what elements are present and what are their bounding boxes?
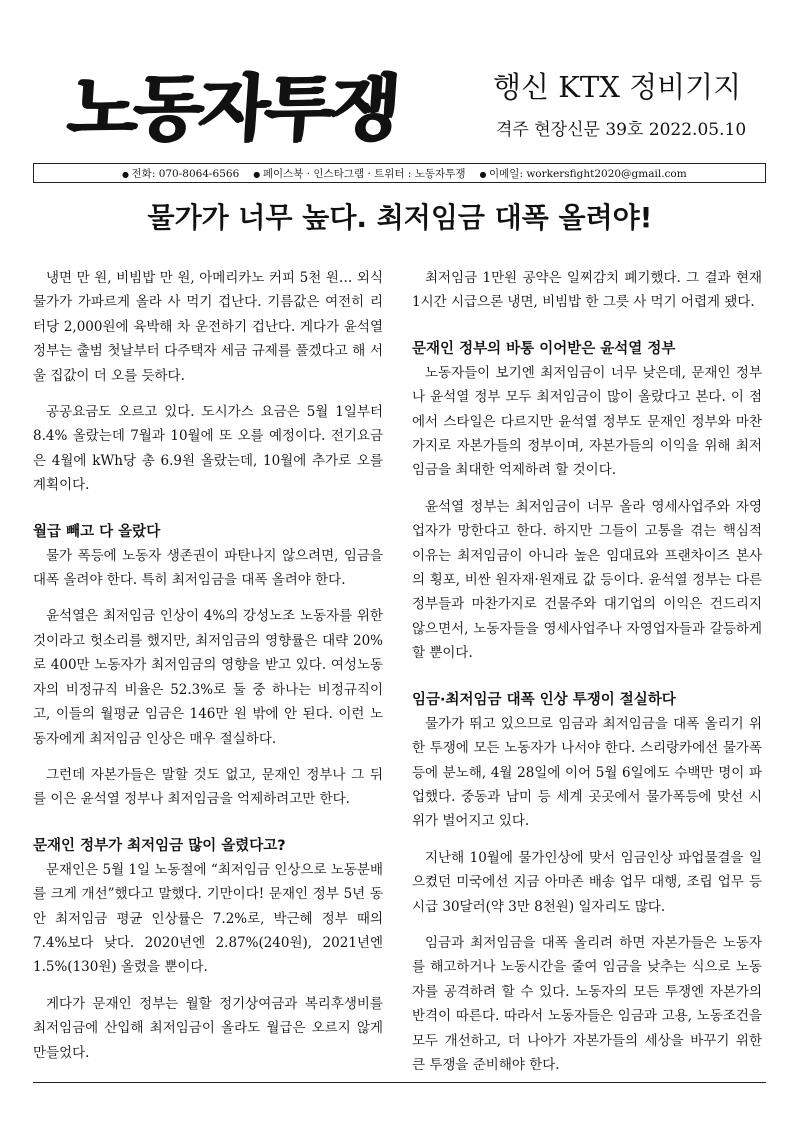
- masthead: [60, 58, 750, 158]
- paragraph: 지난해 10월에 물가인상에 맞서 임금인상 파업물결을 일으켰던 미국에선 지금 아마존 배송 업무 대행, 조립 업무 등 시급 30달러(약 3만 8천원) 일자리도 많다.: [412, 849, 762, 915]
- paragraph: 냉면 만 원, 비빔밥 만 원, 아메리카노 커피 5천 원… 외식 물가가 가파르게 올라 사 먹기 겁난다. 기름값은 여전히 리터당 2,000원에 육박해 차 운전하기 겁난다. 게다가 윤석열 정부는 출범 첫날부터 다주택자 세금 규제를 풀겠다고 해 서울 집값이 더 오를 듯하다.: [33, 270, 383, 384]
- paragraph: 윤석열 정부는 최저임금이 너무 올라 영세사업주와 자영업자가 망한다고 한다. 하지만 그들이 고통을 겪는 핵심적 이유는 최저임금이 아니라 높은 임대료와 프랜차이즈 본사의 횡포, 비싼 원자재·원재료 값 등이다. 윤석열 정부는 다른 정부들과 마찬가지로 건물주와 대기업의 이익은 건드리지 않으면서, 노동자들을 영세사업주나 자영업자들과 갈등하게 할 뿐이다.: [412, 498, 762, 662]
- sns-info: ● 페이스북 · 인스타그램 · 트위터 : 노동자투쟁: [253, 166, 465, 181]
- edition-title: 행신 KTX 정비기지: [493, 70, 742, 104]
- paragraph: 윤석열은 최저임금 인상이 4%의 강성노조 노동자를 위한 것이라고 헛소리를 했지만, 최저임금의 영향률은 대략 20%로 400만 노동자가 최저임금의 영향을 받고 있다. 여성노동자의 비정규직 비율은 52.3%로 둘 중 하나는 비정규직이고, 이들의 월평균 임금은 146만 원 밖에 안 된다. 이런 노동자에게 최저임금 인상은 매우 절실하다.: [33, 608, 383, 747]
- article-column-right: [412, 266, 762, 1089]
- newspaper-logo: 노동자투쟁: [65, 66, 399, 150]
- bottom-divider: [33, 1082, 766, 1083]
- paragraph: 물가가 뛰고 있으므로 임금과 최저임금을 대폭 올리기 위한 투쟁에 모든 노동자가 나서야 한다. 스리랑카에선 물가폭등에 분노해, 4월 28일에 이어 5월 6일에도 수백만 명이 파업했다. 중동과 남미 등 세계 곳곳에서 물가폭등에 맞선 시위가 벌어지고 있다.: [412, 715, 762, 830]
- section-heading: 문재인 정부가 최저임금 많이 올렸다고?: [33, 837, 286, 854]
- paragraph: 그런데 자본가들은 말할 것도 없고, 문재인 정부나 그 뒤를 이은 윤석열 정부나 최저임금을 억제하려고만 한다.: [33, 766, 383, 808]
- paragraph: 최저임금 1만원 공약은 일찌감치 폐기했다. 그 결과 현재 1시간 시급으론 냉면, 비빔밥 한 그릇 사 먹기 어렵게 됐다.: [412, 270, 762, 311]
- section-heading: 문재인 정부의 바통 이어받은 윤석열 정부: [412, 340, 676, 357]
- section-heading: 월급 빼고 다 올랐다: [33, 523, 161, 540]
- paragraph: 공공요금도 오르고 있다. 도시가스 요금은 5월 1일부터 8.4% 올랐는데 7월과 10월에 또 오를 예정이다. 전기요금은 4월에 kWh당 총 6.9원 올랐는데, 10월에 추가로 오를 계획이다.: [33, 404, 383, 494]
- paragraph: 물가 폭등에 노동자 생존권이 파탄나지 않으려면, 임금을 대폭 올려야 한다. 특히 최저임금을 대폭 올려야 한다.: [33, 547, 383, 589]
- email-info: ● 이메일: workersfight2020@gmail.com: [479, 166, 686, 181]
- paragraph: 노동자들이 보기엔 최저임금이 너무 낮은데, 문재인 정부나 윤석열 정부 모두 최저임금이 많이 올랐다고 본다. 이 점에서 스타일은 다르지만 윤석열 정부도 문재인 정부와 마찬가지로 자본가들의 정부이며, 자본가들의 이익을 위해 최저임금을 최대한 억제하려 할 것이다.: [412, 364, 762, 479]
- headline: 물가가 너무 높다. 최저임금 대폭 올려야!: [147, 201, 653, 234]
- contact-bar: [33, 163, 766, 183]
- phone-info: ● 전화: 070-8064-6566: [122, 166, 239, 181]
- article-column-left: [33, 266, 383, 1077]
- paragraph: 게다가 문재인 정부는 월할 정기상여금과 복리후생비를 최저임금에 산입해 최저임금이 올라도 월급은 오르지 않게 만들었다.: [33, 995, 383, 1061]
- paragraph: 문재인은 5월 1일 노동절에 “최저임금 인상으로 노동분배를 크게 개선”했다고 말했다. 기만이다! 문재인 정부 5년 동안 최저임금 평균 인상률은 7.2%로, 박근혜 정부 때의 7.4%보다 낮다. 2020년엔 2.87%(240원), 2021년엔 1.5%(130원) 올렸을 뿐이다.: [33, 861, 383, 976]
- paragraph: 임금과 최저임금을 대폭 올리려 하면 자본가들은 노동자를 해고하거나 노동시간을 줄여 임금을 낮추는 식으로 노동자를 공격하려 할 수 있다. 노동자의 모든 투쟁엔 자본가의 반격이 따른다. 따라서 노동자들은 임금과 고용, 노동조건을 모두 개선하고, 더 나아가 자본가들의 세상을 바꾸기 위한 큰 투쟁을 준비해야 한다.: [412, 934, 762, 1073]
- section-heading: 임금·최저임금 대폭 인상 투쟁이 절실하다: [412, 691, 676, 708]
- issue-info: 격주 현장신문 39호 2022.05.10: [496, 120, 747, 140]
